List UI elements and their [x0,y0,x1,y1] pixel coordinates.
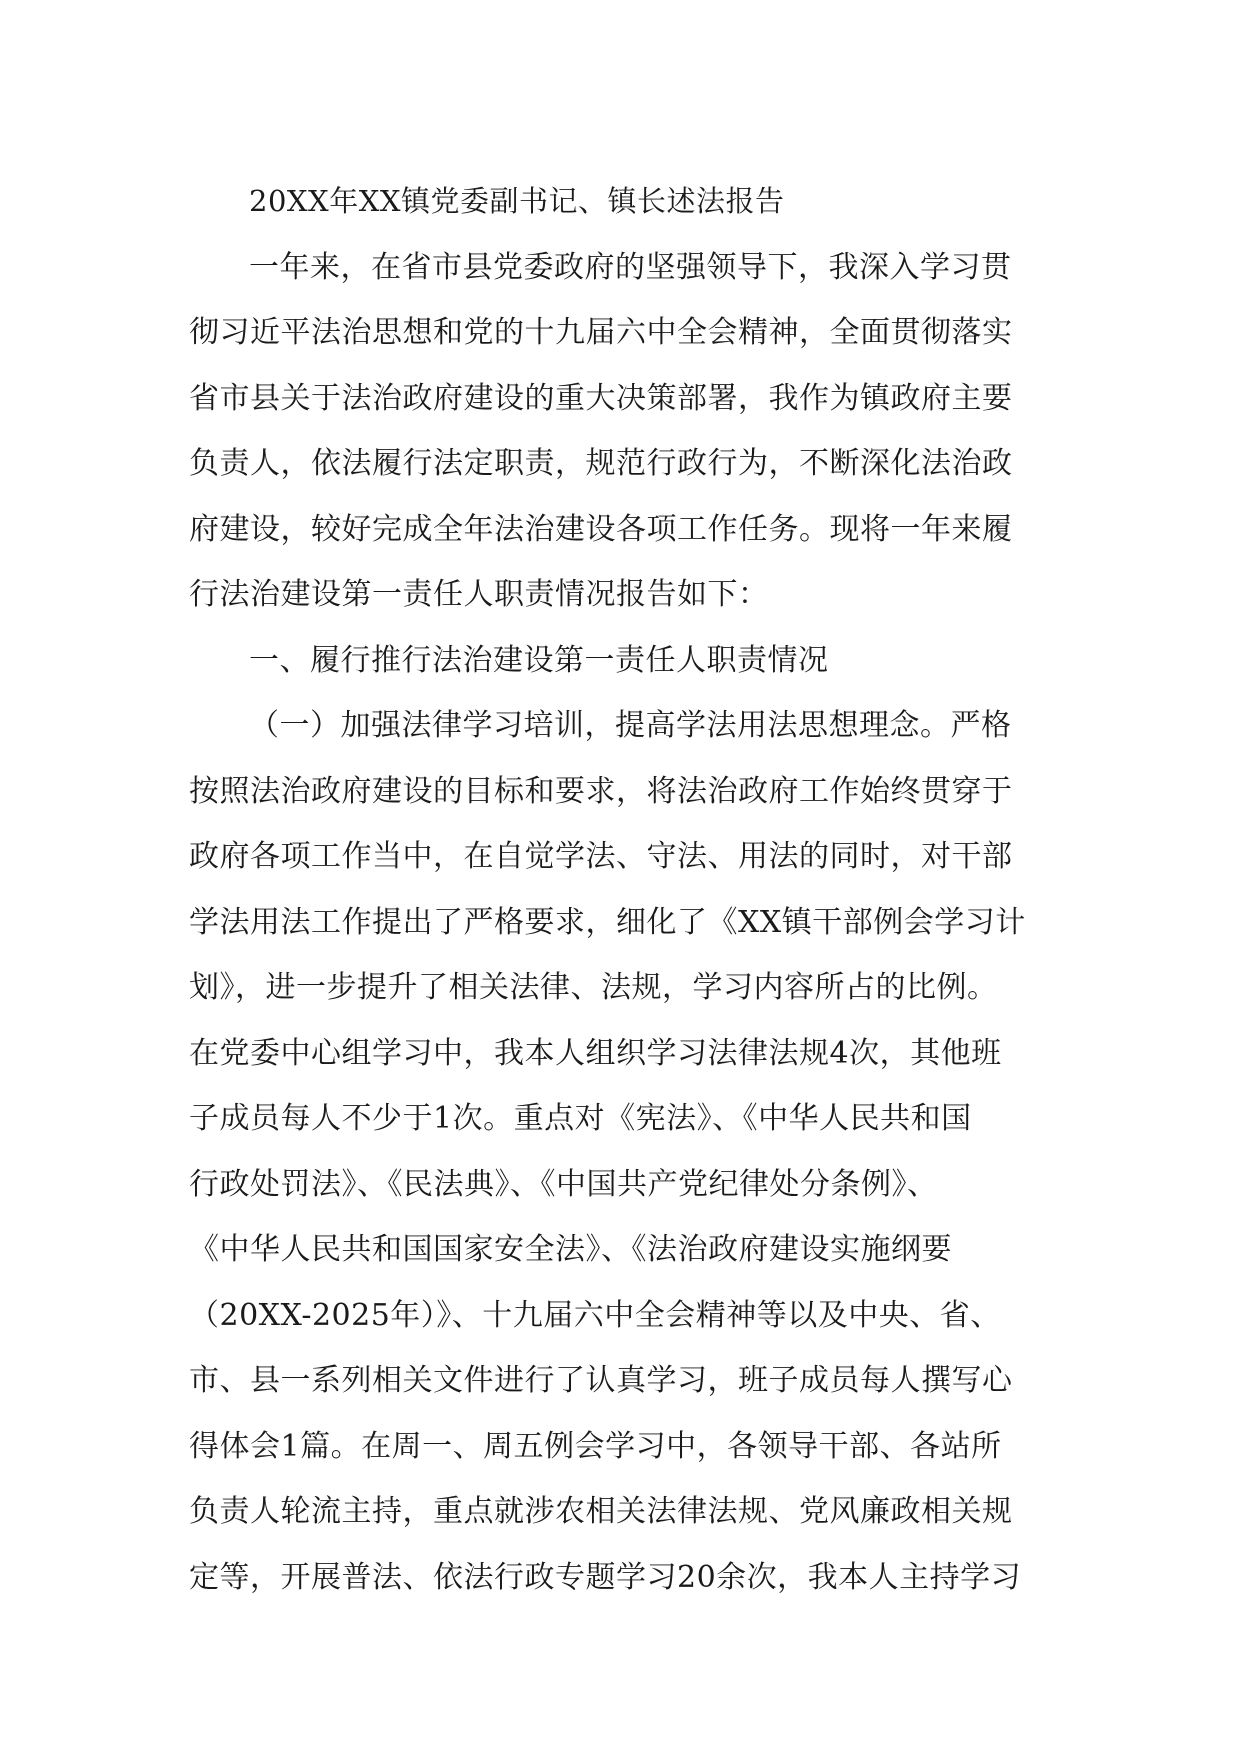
paragraph-line: 在党委中心组学习中，我本人组织学习法律法规4次，其他班 [189,1035,1002,1071]
paragraph-line: 学法用法工作提出了严格要求，细化了《XX镇干部例会学习计 [189,904,1026,940]
paragraph-line: （20XX-2025年）》、十九届六中全会精神等以及中央、省、 [189,1297,1001,1333]
document-title: 20XX年XX镇党委副书记、镇长述法报告 [249,184,785,218]
paragraph-line: 行法治建设第一责任人职责情况报告如下： [189,577,769,612]
paragraph-line: 子成员每人不少于1次。重点对《宪法》、《中华人民共和国 [189,1101,972,1136]
paragraph-line: （一）加强法律学习培训，提高学法用法思想理念。严格 [249,708,1012,743]
paragraph-line: 划》，进一步提升了相关法律、法规，学习内容所占的比例。 [189,970,998,1005]
paragraph-line: 府建设，较好完成全年法治建设各项工作任务。现将一年来履 [189,511,1013,547]
paragraph-line: 负责人轮流主持，重点就涉农相关法律法规、党风廉政相关规 [189,1494,1013,1529]
paragraph-line: 行政处罚法》、《民法典》、《中国共产党纪律处分条例》、 [189,1166,938,1202]
section-heading: 一、履行推行法治建设第一责任人职责情况 [249,642,829,678]
paragraph-line: 省市县关于法治政府建设的重大决策部署，我作为镇政府主要 [189,380,1013,416]
paragraph-line: 市、县一系列相关文件进行了认真学习，班子成员每人撰写心 [189,1363,1013,1398]
paragraph-line: 负责人，依法履行法定职责，规范行政行为，不断深化法治政 [189,446,1013,481]
paragraph-line: 《中华人民共和国国家安全法》、《法治政府建设实施纲要 [189,1232,952,1267]
paragraph-line: 按照法治政府建设的目标和要求，将法治政府工作始终贯穿于 [189,773,1013,809]
document-body [189,169,1069,1610]
paragraph-line: 彻习近平法治思想和党的十九届六中全会精神，全面贯彻落实 [189,315,1013,350]
paragraph-line: 得体会1篇。在周一、周五例会学习中，各领导干部、各站所 [189,1428,1002,1464]
paragraph-line: 定等，开展普法、依法行政专题学习20余次，我本人主持学习 [189,1559,1022,1595]
paragraph-line: 政府各项工作当中，在自觉学法、守法、用法的同时，对干部 [189,839,1013,874]
paragraph-line: 一年来，在省市县党委政府的坚强领导下，我深入学习贯 [249,249,1012,285]
